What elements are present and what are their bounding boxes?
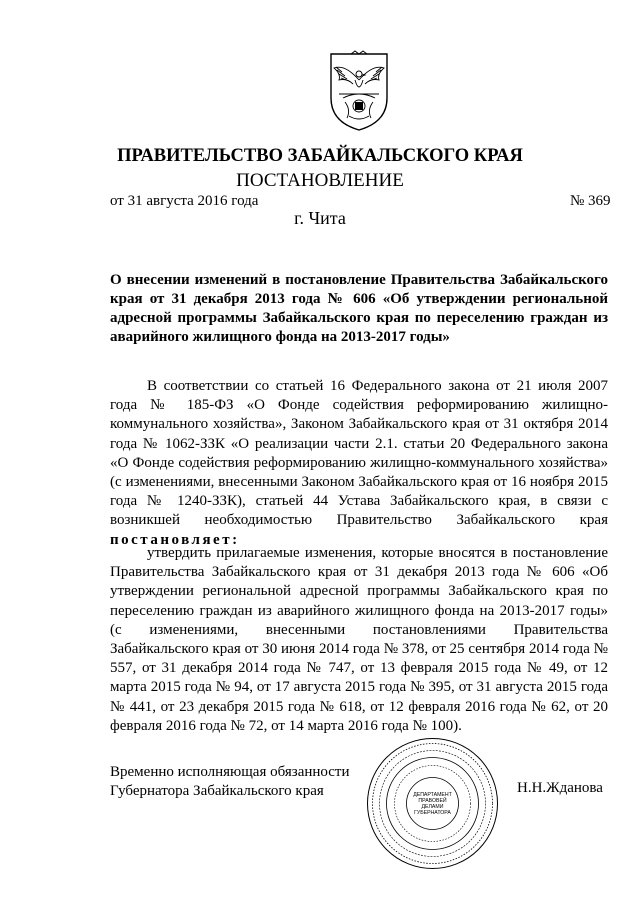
document-type: ПОСТАНОВЛЕНИЕ [236, 170, 404, 191]
body-paragraph-resolution: утвердить прилагаемые изменения, которые вносятся в постановление Правительства Забайкальского края от 31 декабря 2013 года № 606 «Об утверждении региональной адресной программы Забайкальского края по переселению граждан из аварийного жилищного фонда на 2013-2017 годы» (с изменениями, внесенными постановлениями Правительства Забайкальского края от 30 июня 2014 года № 378, от 25 сентября 2014 года № 557, от 31 декабря 2014 года № 747, от 13 февраля 2015 года № 49, от 12 марта 2015 года № 94, от 17 августа 2015 года № 395, от 31 августа 2015 года № 441, от 23 декабря 2015 года № 618, от 12 февраля 2016 года № 62, от 20 февраля 2016 года № 72, от 14 марта 2016 года № 100). [110, 545, 608, 734]
svg-text:ДЕПАРТАМЕНТ: ДЕПАРТАМЕНТ [413, 792, 452, 798]
signatory-role [110, 763, 350, 801]
decree-word: постановляет: [110, 531, 240, 548]
body-paragraph-preamble [110, 377, 608, 550]
preamble-text: В соответствии со статьей 16 Федерального закона от 21 июля 2007 года № 185-ФЗ «О Фонде содействия реформированию жилищно-коммунального хозяйства», Законом Забайкальского края от 31 октября 2014 года № 1062-ЗЗК «О реализации части 2.1. статьи 20 Федерального закона «О Фонде содействия реформированию жилищно-коммунального хозяйства» (с изменениями, внесенными Законом Забайкальского края от 16 ноября 2015 года № 1240-ЗЗК), статьей 44 Устава Забайкальского края, в связи с возникшей необходимостью Правительство Забайкальского края [110, 378, 608, 529]
signatory-name: Н.Н.Жданова [517, 780, 603, 796]
coat-of-arms-icon [325, 50, 393, 132]
document-date: от 31 августа 2016 года [110, 193, 259, 209]
government-title: ПРАВИТЕЛЬСТВО ЗАБАЙКАЛЬСКОГО КРАЯ [117, 146, 523, 166]
official-seal-icon [365, 736, 500, 871]
svg-text:ПРАВОВЕЙ: ПРАВОВЕЙ [418, 798, 447, 804]
document-subject: О внесении изменений в постановление Правительства Забайкальского края от 31 декабря 2013 года № 606 «Об утверждении региональной адресной программы Забайкальского края по переселению граждан из аварийного жилищного фонда на 2013-2017 годы» [110, 272, 608, 345]
document-city: г. Чита [294, 208, 346, 228]
document-number: № 369 [570, 193, 611, 209]
svg-text:ДЕЛАМИ: ДЕЛАМИ [421, 804, 444, 810]
signatory-role-line-1: Временно исполняющая обязанности [110, 764, 350, 780]
svg-text:ГУБЕРНАТОРА: ГУБЕРНАТОРА [414, 810, 451, 816]
signatory-role-line-2: Губернатора Забайкальского края [110, 783, 324, 799]
